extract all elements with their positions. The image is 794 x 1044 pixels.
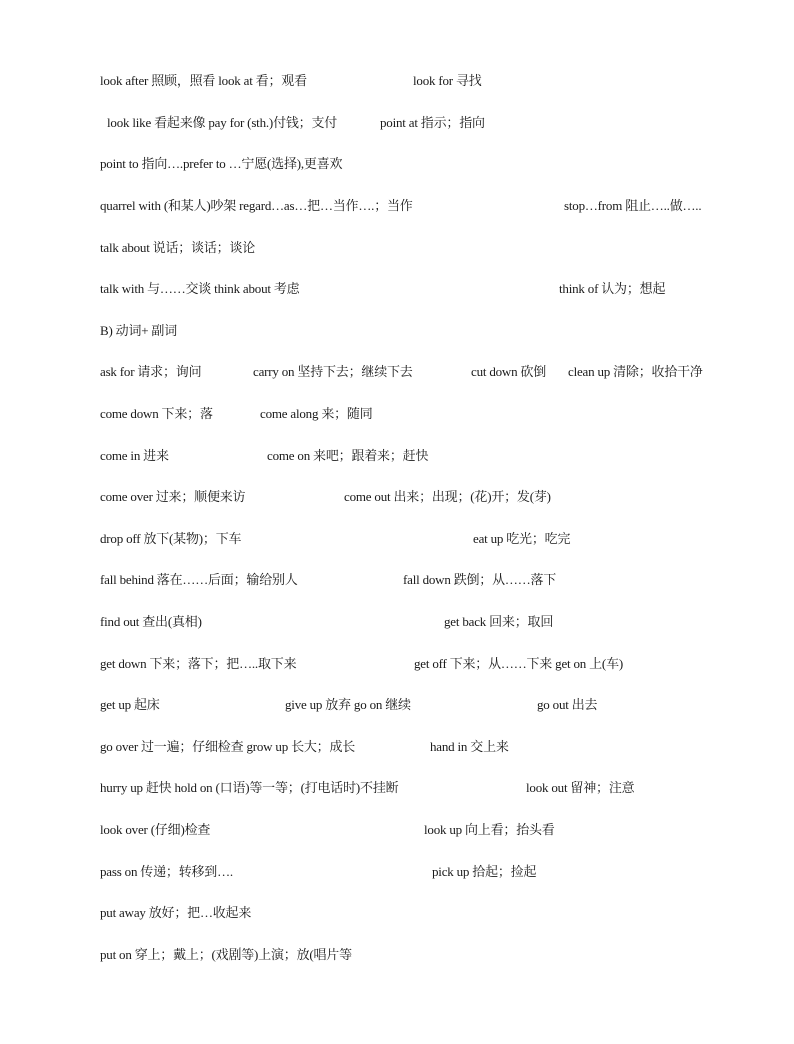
phrase-entry: come down 下来；落 <box>100 406 213 421</box>
phrase-entry: talk about 说话；谈话；谈论 <box>100 240 256 255</box>
phrase-entry: get up 起床 <box>100 697 160 712</box>
text-line <box>0 321 794 341</box>
phrase-entry: carry on 坚持下去；继续下去 <box>253 364 413 379</box>
phrase-entry: pass on 传递；转移到…. <box>100 864 233 879</box>
text-line <box>0 862 794 882</box>
phrase-entry: pick up 拾起；捡起 <box>432 864 537 879</box>
text-line <box>0 737 794 757</box>
phrase-entry: fall down 跌倒；从……落下 <box>403 572 557 587</box>
phrase-entry: come on 来吧；跟着来；赶快 <box>267 448 429 463</box>
phrase-entry: look out 留神；注意 <box>526 780 635 795</box>
text-line <box>0 196 794 216</box>
phrase-entry: get back 回来；取回 <box>444 614 554 629</box>
phrase-entry: point at 指示；指向 <box>380 115 485 130</box>
phrase-entry: come over 过来；顺便来访 <box>100 489 246 504</box>
phrase-entry: drop off 放下(某物)；下车 <box>100 531 242 546</box>
section-heading: B) 动词+ 副词 <box>100 323 178 338</box>
text-line <box>0 238 794 258</box>
text-line <box>0 113 794 133</box>
phrase-entry: talk with 与……交谈 think about 考虑 <box>100 281 300 296</box>
phrase-entry: come out 出来；出现；(花)开；发(芽) <box>344 489 551 504</box>
phrase-entry: stop…from 阻止…..做….. <box>564 198 702 213</box>
text-line <box>0 529 794 549</box>
phrase-entry: eat up 吃光；吃完 <box>473 531 571 546</box>
phrase-entry: ask for 请求；询问 <box>100 364 202 379</box>
phrase-entry: find out 查出(真相) <box>100 614 202 629</box>
phrase-entry: fall behind 落在……后面；输给别人 <box>100 572 298 587</box>
phrase-entry: clean up 清除；收拾干净 <box>568 364 703 379</box>
phrase-entry: go out 出去 <box>537 697 598 712</box>
phrase-entry: look for 寻找 <box>413 73 482 88</box>
phrase-entry: look up 向上看；抬头看 <box>424 822 555 837</box>
phrase-entry: hand in 交上来 <box>430 739 509 754</box>
text-line <box>0 778 794 798</box>
phrase-entry: look over (仔细)检查 <box>100 822 211 837</box>
text-line <box>0 279 794 299</box>
text-line <box>0 820 794 840</box>
phrase-entry: come in 进来 <box>100 448 169 463</box>
text-line <box>0 362 794 382</box>
phrase-entry: put away 放好；把…收起来 <box>100 905 252 920</box>
text-line <box>0 154 794 174</box>
phrase-entry: look after 照顾，照看 look at 看；观看 <box>100 73 307 88</box>
phrase-entry: cut down 砍倒 <box>471 364 547 379</box>
text-line <box>0 654 794 674</box>
phrase-entry: look like 看起来像 pay for (sth.)付钱；支付 <box>107 115 338 130</box>
phrase-entry: think of 认为；想起 <box>559 281 666 296</box>
phrase-entry: get off 下来；从……下来 get on 上(车) <box>414 656 623 671</box>
text-line <box>0 695 794 715</box>
phrase-entry: go over 过一遍；仔细检查 grow up 长大；成长 <box>100 739 356 754</box>
text-line <box>0 945 794 965</box>
text-line <box>0 612 794 632</box>
text-line <box>0 71 794 91</box>
text-line <box>0 903 794 923</box>
text-line <box>0 487 794 507</box>
phrase-entry: come along 来；随同 <box>260 406 373 421</box>
phrase-entry: point to 指向….prefer to …宁愿(选择),更喜欢 <box>100 156 343 171</box>
phrase-entry: put on 穿上；戴上；(戏剧等)上演；放(唱片等 <box>100 947 352 962</box>
phrase-entry: quarrel with (和某人)吵架 regard…as…把…当作….；当作 <box>100 198 413 213</box>
phrase-entry: get down 下来；落下；把…..取下来 <box>100 656 297 671</box>
phrase-entry: give up 放弃 go on 继续 <box>285 697 411 712</box>
text-line <box>0 404 794 424</box>
phrase-entry: hurry up 赶快 hold on (口语)等一等；(打电话时)不挂断 <box>100 780 399 795</box>
text-line <box>0 570 794 590</box>
text-line <box>0 446 794 466</box>
